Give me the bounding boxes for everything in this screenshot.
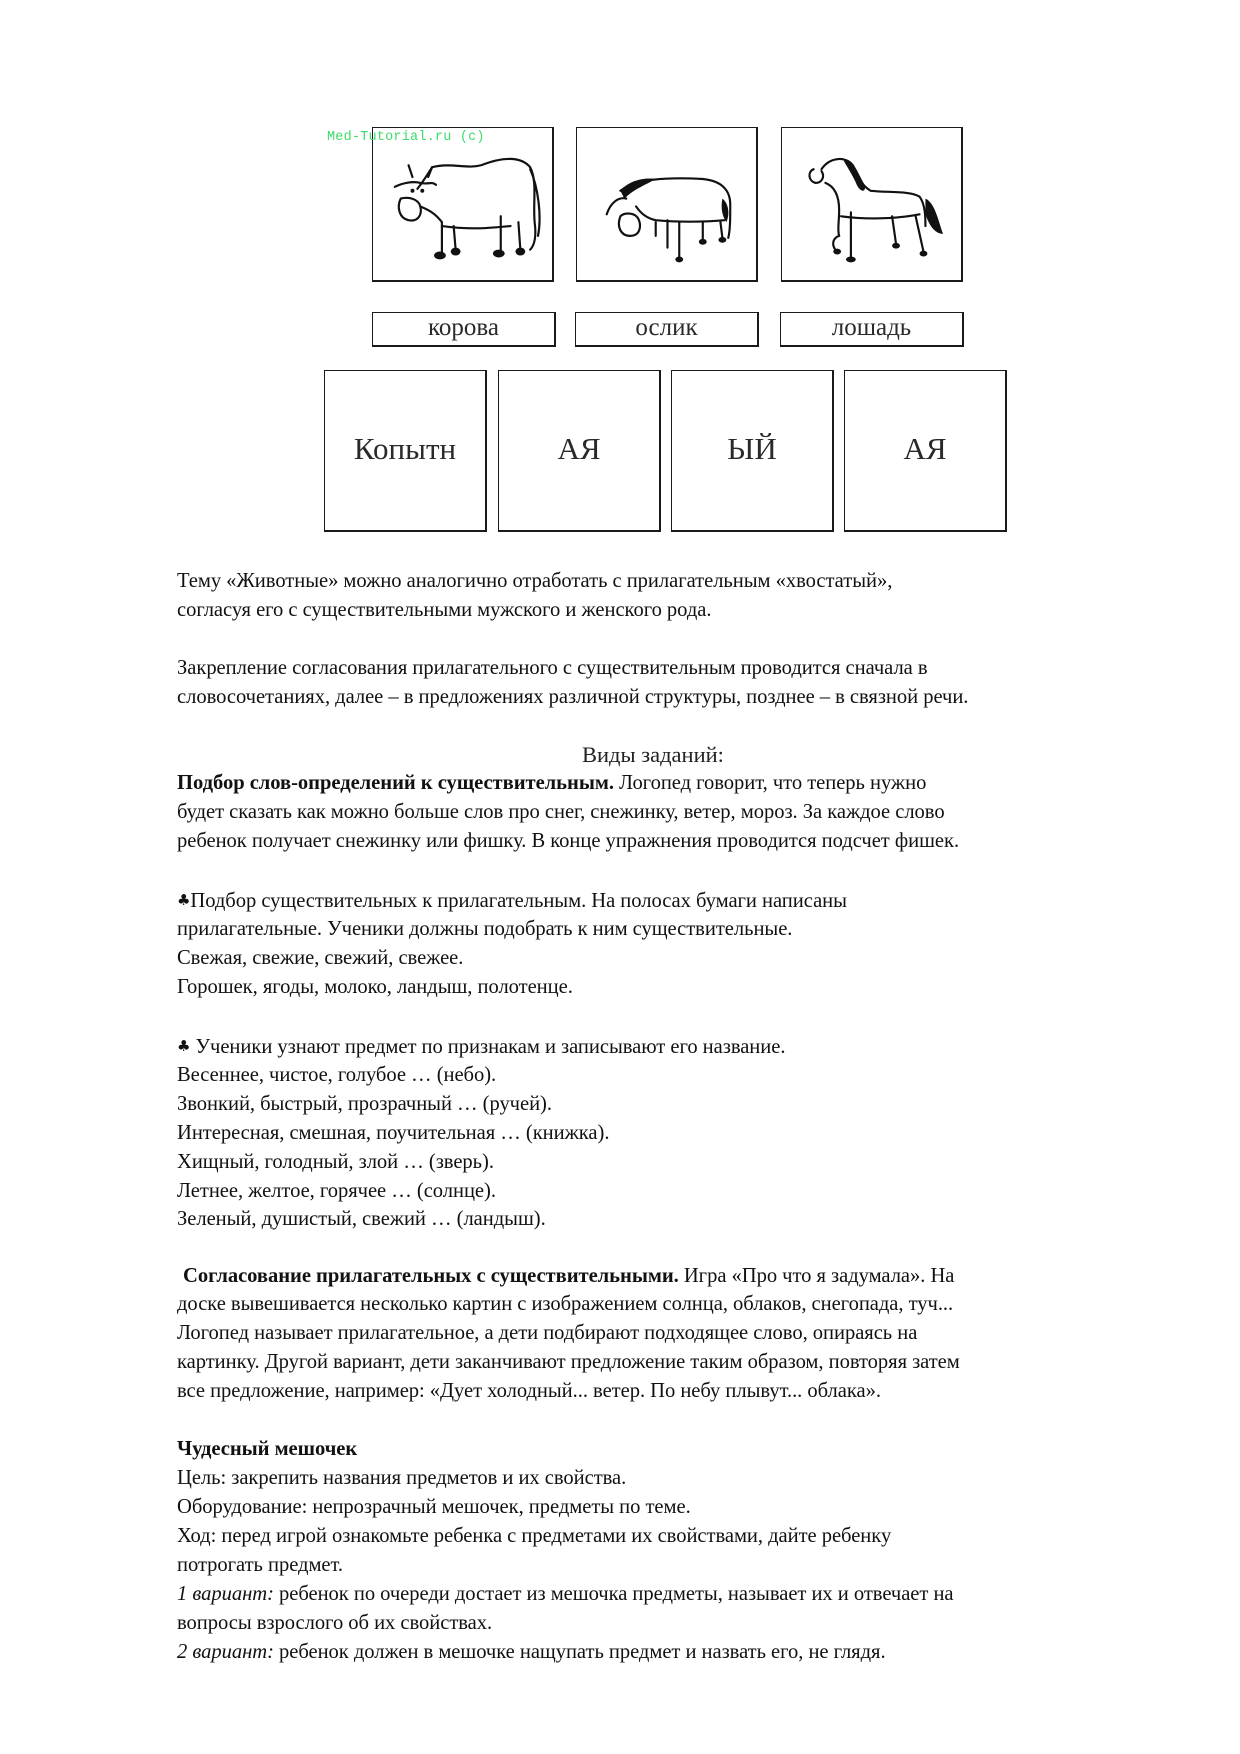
- task-line: Зеленый, душистый, свежий … (ландыш).: [177, 1208, 546, 1230]
- watermark: Med-Tutorial.ru (c): [327, 130, 485, 145]
- task-line: Интересная, смешная, поучительная … (книжка).: [177, 1122, 610, 1144]
- task-line: [177, 1034, 785, 1059]
- task-line: все предложение, например: «Дует холодный... ветер. По небу плывут... облака».: [177, 1380, 881, 1402]
- task-line: Горошек, ягоды, молоко, ландыш, полотенце.: [177, 976, 573, 998]
- label-card-horse: [780, 312, 964, 347]
- task-line: [177, 888, 847, 913]
- task-text: Подбор существительных к прилагательным. На полосах бумаги написаны: [190, 890, 847, 912]
- task-text: Логопед говорит, что теперь нужно: [613, 772, 927, 794]
- variant-text: ребенок должен в мешочке нащупать предмет и назвать его, не глядя.: [273, 1641, 886, 1663]
- suffix-card: [498, 370, 661, 532]
- label-card-donkey: [575, 312, 759, 347]
- paragraph-line: Закрепление согласования прилагательного с существительным проводится сначала в: [177, 657, 928, 679]
- picture-card-cow: [372, 127, 554, 282]
- task-line: Весеннее, чистое, голубое … (небо).: [177, 1064, 497, 1086]
- game-line: [177, 1640, 886, 1664]
- task-line: [183, 1264, 954, 1288]
- horse-illustration: [782, 128, 961, 280]
- game-line: Ход: перед игрой ознакомьте ребенка с предметами их свойствами, дайте ребенку: [177, 1525, 892, 1547]
- task-line: Хищный, голодный, злой … (зверь).: [177, 1151, 494, 1173]
- picture-card-horse: [781, 127, 963, 282]
- club-bullet-icon: ♣: [177, 891, 191, 909]
- suffix-card: [671, 370, 834, 532]
- label-text: корова: [428, 313, 499, 341]
- task-line: [177, 771, 926, 795]
- task-line: картинку. Другой вариант, дети заканчивают предложение таким образом, повторяя затем: [177, 1351, 960, 1373]
- variant-label: 2 вариант:: [177, 1641, 274, 1663]
- task-line: Свежая, свежие, свежий, свежее.: [177, 947, 464, 969]
- task-title: Подбор слов-определений к существительным.: [177, 772, 614, 794]
- task-line: прилагательные. Ученики должны подобрать к ним существительные.: [177, 918, 793, 940]
- game-title-text: Чудесный мешочек: [177, 1438, 358, 1460]
- paragraph-line: согласуя его с существительными мужского и женского рода.: [177, 599, 712, 621]
- club-bullet-icon: ♣: [177, 1037, 191, 1055]
- task-line: ребенок получает снежинку или фишку. В конце упражнения проводится подсчет фишек.: [177, 830, 960, 852]
- task-line: Летнее, желтое, горячее … (солнце).: [177, 1180, 496, 1202]
- label-text: ослик: [635, 313, 698, 341]
- paragraph-line: словосочетаниях, далее – в предложениях различной структуры, позднее – в связной речи.: [177, 686, 969, 708]
- section-heading: Виды заданий:: [582, 742, 724, 767]
- game-line: потрогать предмет.: [177, 1554, 344, 1576]
- word-stem-card: [324, 370, 487, 532]
- paragraph-line: Тему «Животные» можно аналогично отработать с прилагательным «хвостатый»,: [177, 570, 893, 592]
- donkey-illustration: [577, 128, 756, 280]
- label-card-cow: [372, 312, 556, 347]
- word-part-text: АЯ: [557, 430, 601, 466]
- game-line: Цель: закрепить названия предметов и их свойства.: [177, 1467, 627, 1489]
- suffix-card: [844, 370, 1007, 532]
- task-title: Согласование прилагательных с существительными.: [183, 1265, 679, 1287]
- game-line: вопросы взрослого об их свойствах.: [177, 1612, 493, 1634]
- game-line: Оборудование: непрозрачный мешочек, предметы по теме.: [177, 1496, 691, 1518]
- label-text: лошадь: [831, 313, 912, 341]
- word-part-text: Копытн: [353, 430, 457, 466]
- task-line: Логопед называет прилагательное, а дети подбирают подходящее слово, опираясь на: [177, 1322, 918, 1344]
- cow-illustration: [373, 128, 552, 280]
- task-text: Ученики узнают предмет по признакам и записывают его название.: [190, 1036, 786, 1058]
- variant-text: ребенок по очереди достает из мешочка предметы, называет их и отвечает на: [273, 1583, 954, 1605]
- word-part-text: АЯ: [903, 430, 947, 466]
- game-line: [177, 1582, 954, 1606]
- variant-label: 1 вариант:: [177, 1583, 274, 1605]
- task-line: будет сказать как можно больше слов про снег, снежинку, ветер, мороз. За каждое слово: [177, 801, 945, 823]
- word-part-text: ЫЙ: [727, 430, 777, 466]
- task-text: Игра «Про что я задумала». На: [678, 1265, 955, 1287]
- picture-card-donkey: [576, 127, 758, 282]
- task-line: доске вывешивается несколько картин с изображением солнца, облаков, снегопада, туч...: [177, 1293, 954, 1315]
- task-line: Звонкий, быстрый, прозрачный … (ручей).: [177, 1093, 552, 1115]
- game-title: [177, 1437, 357, 1461]
